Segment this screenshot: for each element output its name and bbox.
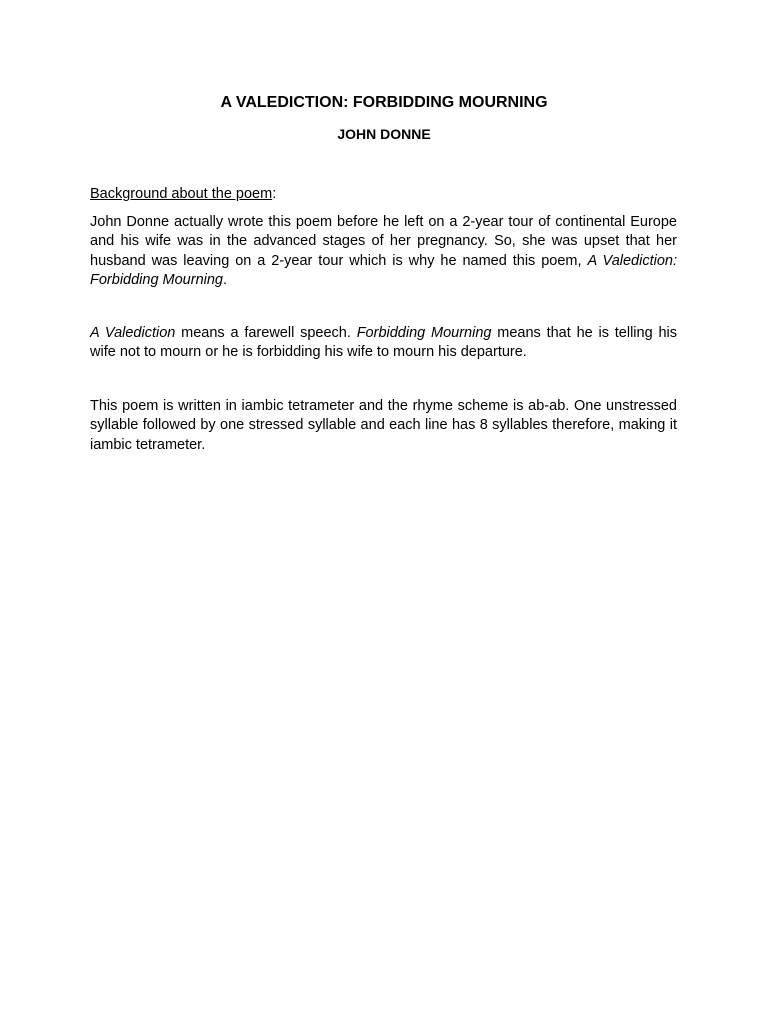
background-heading-colon: : [272, 186, 277, 202]
term-forbidding-mourning: Forbidding Mourning [356, 325, 492, 341]
paragraph-background [90, 213, 677, 290]
document-title: A VALEDICTION: FORBIDDING MOURNING [220, 94, 548, 111]
paragraph-title-meaning [90, 324, 677, 363]
paragraph-background-poem-title: A Valediction: Forbidding Mourning [90, 252, 677, 288]
paragraph-meter: This poem is written in iambic tetrameter and the rhyme scheme is ab-ab. One unstressed syllable followed by one stressed syllable and each line has 8 syllables therefore, making it iambic tetrameter. [90, 398, 677, 453]
paragraph-background-text: John Donne actually wrote this poem before he left on a 2-year tour of continental Europe and his wife was in the advanced stages of her pregnancy. So, she was upset that her husband was leaving on a 2-year tour which is why he named this poem, [90, 214, 677, 269]
document-author: JOHN DONNE [337, 126, 431, 142]
background-heading [90, 185, 677, 204]
background-heading-text: Background about the poem [90, 186, 273, 202]
paragraph-title-meaning-text1: means a farewell speech. [175, 325, 357, 341]
paragraph-title-meaning-text2: means that he is telling his wife not to mourn or he is forbidding his wife to mourn his departure. [90, 325, 677, 361]
paragraph-background-end: . [223, 271, 228, 288]
term-valediction: A Valediction [90, 325, 176, 341]
